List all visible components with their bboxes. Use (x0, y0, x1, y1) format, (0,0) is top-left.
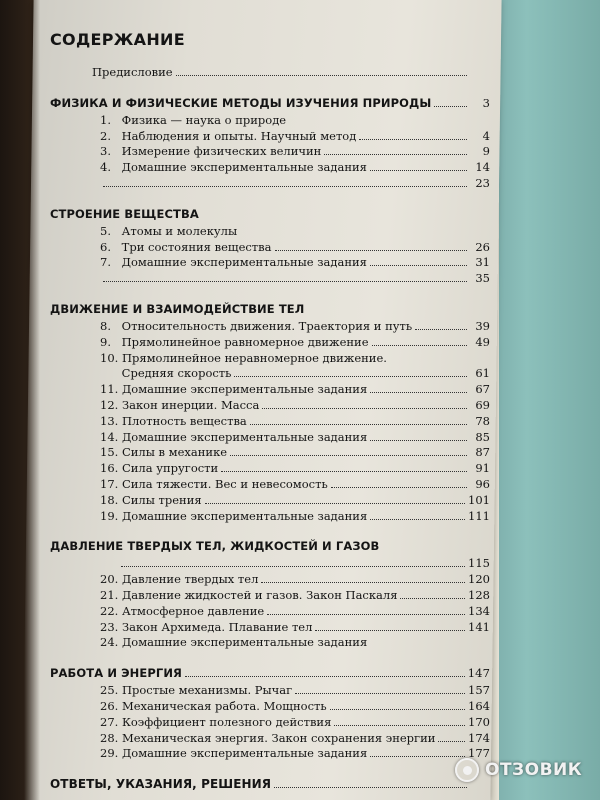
item-number: 22. (100, 603, 119, 618)
page-number: 23 (475, 175, 490, 190)
entry-label (100, 477, 328, 493)
item-number: 2. (100, 128, 111, 143)
toc-item (50, 588, 490, 604)
leader-dots (221, 471, 467, 472)
item-label: Физика — наука о природе (121, 112, 287, 127)
item-label: Средняя скорость (121, 366, 232, 381)
toc-item (50, 715, 490, 731)
item-label: Три состояния вещества (121, 239, 272, 254)
leader-dots (295, 693, 465, 694)
leader-dots (331, 487, 467, 488)
toc-section-heading (50, 538, 490, 554)
toc-item (50, 746, 490, 762)
toc-item (50, 445, 490, 461)
leader-dots (370, 170, 467, 171)
page-number: 170 (468, 714, 490, 729)
item-label: Сила упругости (121, 461, 219, 476)
entry-label (100, 382, 367, 398)
page-number: 35 (475, 271, 490, 286)
page-number: 49 (475, 334, 490, 349)
leader-dots (400, 598, 465, 599)
section-title: РАБОТА И ЭНЕРГИЯ (50, 666, 183, 681)
item-number: 17. (100, 476, 119, 491)
table-of-contents (50, 30, 490, 794)
item-number: 27. (100, 714, 119, 729)
toc-section-heading (50, 206, 490, 222)
entry-label (100, 461, 218, 477)
item-number: 29. (100, 746, 119, 761)
page-number: 61 (475, 366, 490, 381)
item-number: 11. (100, 382, 119, 397)
leader-dots (370, 440, 467, 441)
item-label: Прямолинейное равномерное движение (121, 334, 369, 349)
item-number: 7. (100, 255, 111, 270)
entry-label (100, 635, 367, 651)
toc-item (50, 635, 490, 651)
item-label: Относительность движения. Траектория и путь (121, 318, 413, 333)
item-number: 5. (100, 223, 111, 238)
section-title: ДАВЛЕНИЕ ТВЕРДЫХ ТЕЛ, ЖИДКОСТЕЙ И ГАЗОВ (50, 539, 380, 554)
item-number: 16. (100, 461, 119, 476)
toc-item (50, 113, 490, 129)
leader-dots (370, 392, 467, 393)
leader-dots (274, 787, 467, 788)
toc-item (50, 398, 490, 414)
leader-dots (370, 756, 465, 757)
toc-item (50, 430, 490, 446)
section-title: ОТВЕТЫ, УКАЗАНИЯ, РЕШЕНИЯ (50, 777, 272, 792)
entry-label (100, 113, 286, 129)
leader-dots (275, 250, 467, 251)
entry-label (100, 509, 367, 525)
item-label: Давление жидкостей и газов. Закон Паскаля (121, 587, 398, 602)
item-label: Сила тяжести. Вес и невесомость (121, 476, 328, 491)
page-number: 78 (475, 413, 490, 428)
page-number: 120 (468, 572, 490, 587)
toc-item (50, 351, 490, 367)
entry-label (100, 319, 412, 335)
toc-preface (50, 65, 490, 81)
item-number: 6. (100, 239, 111, 254)
watermark (455, 758, 582, 782)
page-number: 31 (475, 255, 490, 270)
item-number: 19. (100, 508, 119, 523)
toc-item (50, 144, 490, 160)
toc-body (50, 65, 490, 792)
item-label: Измерение физических величин (121, 144, 322, 159)
entry-label (100, 572, 258, 588)
leader-dots (330, 709, 465, 710)
entry-label (100, 255, 367, 271)
item-number: 12. (100, 397, 119, 412)
page-number: 147 (467, 666, 490, 681)
toc-item (50, 493, 490, 509)
toc-section-heading (50, 665, 490, 681)
item-number: 21. (100, 587, 119, 602)
page-number: 69 (475, 397, 490, 412)
toc-item (50, 620, 490, 636)
leader-dots (438, 741, 465, 742)
item-number: 20. (100, 572, 119, 587)
item-label: Простые механизмы. Рычаг (121, 683, 293, 698)
item-label: Домашние экспериментальные задания (121, 160, 367, 175)
toc-section-end-page (50, 176, 490, 192)
section-title: ФИЗИКА И ФИЗИЧЕСКИЕ МЕТОДЫ ИЗУЧЕНИЯ ПРИРОДЫ (50, 95, 432, 110)
item-label: Домашние экспериментальные задания (121, 508, 368, 523)
item-label: Закон Архимеда. Плавание тел (121, 619, 313, 634)
page-number: 96 (475, 476, 490, 491)
watermark-text: ОТЗОВИК (485, 760, 583, 780)
item-number: 26. (100, 698, 119, 713)
item-number: 8. (100, 318, 111, 333)
toc-item (50, 477, 490, 493)
item-label: Механическая энергия. Закон сохранения энергии (121, 730, 436, 745)
leader-dots (185, 676, 465, 677)
item-number: 4. (100, 160, 111, 175)
page-number: 67 (475, 382, 490, 397)
page-number: 164 (468, 698, 490, 713)
entry-label (100, 699, 327, 715)
page-number: 87 (475, 445, 490, 460)
toc-item (50, 556, 490, 572)
toc-item (50, 129, 490, 145)
page-number: 3 (482, 95, 490, 110)
item-number: 15. (100, 445, 119, 460)
leader-dots (176, 75, 467, 76)
entry-label (100, 224, 237, 240)
leader-dots (262, 408, 467, 409)
toc-item (50, 509, 490, 525)
book-cover-right (495, 0, 600, 800)
entry-label (100, 604, 264, 620)
leader-dots (359, 139, 467, 140)
item-number: 13. (100, 413, 119, 428)
toc-item (50, 382, 490, 398)
entry-label (100, 351, 387, 367)
item-number: 23. (100, 619, 119, 634)
leader-dots (230, 455, 467, 456)
leader-dots (103, 281, 467, 282)
toc-item (50, 572, 490, 588)
leader-dots (334, 725, 465, 726)
entry-label (100, 366, 231, 382)
entry-label (100, 715, 331, 731)
item-label: Атомы и молекулы (121, 223, 238, 238)
otzovik-logo-icon (455, 758, 479, 782)
entry-label (100, 445, 227, 461)
page-number: 115 (468, 556, 490, 571)
entry-label (100, 160, 367, 176)
toc-item (50, 335, 490, 351)
item-number: 3. (100, 144, 111, 159)
item-number: 9. (100, 334, 111, 349)
toc-section-heading (50, 301, 490, 317)
page-number: 174 (468, 730, 490, 745)
page-number: 26 (475, 239, 490, 254)
page-number: 91 (475, 461, 490, 476)
entry-label (100, 414, 247, 430)
item-label: Домашние экспериментальные задания (121, 382, 368, 397)
entry-label: Предисловие (92, 65, 173, 79)
page-number: 134 (468, 603, 490, 618)
item-number: 10. (100, 350, 119, 365)
entry-label (100, 129, 356, 145)
item-label: Коэффициент полезного действия (121, 714, 332, 729)
toc-item (50, 604, 490, 620)
toc-item (50, 255, 490, 271)
page-number: 85 (475, 429, 490, 444)
toc-item (50, 699, 490, 715)
page-number: 101 (468, 492, 490, 507)
entry-label (100, 335, 369, 351)
leader-dots (434, 106, 467, 107)
leader-dots (415, 329, 467, 330)
item-number: 25. (100, 683, 119, 698)
leader-dots (234, 376, 467, 377)
entry-label (100, 430, 367, 446)
toc-item (50, 461, 490, 477)
page-number: 14 (475, 160, 490, 175)
toc-item (50, 414, 490, 430)
toc-item (50, 366, 490, 382)
leader-dots (250, 424, 467, 425)
entry-label (100, 556, 118, 572)
item-label: Механическая работа. Мощность (121, 698, 327, 713)
item-label: Прямолинейное неравномерное движение. (121, 350, 387, 365)
page-number: 141 (468, 619, 490, 634)
item-number: 1. (100, 112, 111, 127)
page-number: 157 (468, 683, 490, 698)
section-title: ДВИЖЕНИЕ И ВЗАИМОДЕЙСТВИЕ ТЕЛ (50, 301, 305, 316)
item-label: Домашние экспериментальные задания (121, 429, 368, 444)
entry-label (100, 493, 202, 509)
page-number: 177 (468, 746, 490, 761)
item-label: Плотность вещества (121, 413, 247, 428)
item-label: Домашние экспериментальные задания (121, 746, 368, 761)
item-label: Наблюдения и опыты. Научный метод (121, 128, 357, 143)
item-label: Домашние экспериментальные задания (121, 255, 367, 270)
entry-label (100, 398, 259, 414)
entry-label (100, 144, 321, 160)
toc-item (50, 731, 490, 747)
leader-dots (324, 154, 467, 155)
leader-dots (372, 345, 467, 346)
item-label: Силы в механике (121, 445, 228, 460)
page-shadow (0, 0, 40, 800)
item-label: Атмосферное давление (121, 603, 265, 618)
toc-section-end-page (50, 271, 490, 287)
page-number: 111 (468, 508, 490, 523)
leader-dots (315, 630, 465, 631)
item-label: Давление твердых тел (121, 572, 259, 587)
page-number: 39 (475, 318, 490, 333)
entry-label (100, 620, 312, 636)
leader-dots (267, 614, 465, 615)
item-label: Силы трения (121, 492, 202, 507)
entry-label (100, 731, 435, 747)
toc-item (50, 319, 490, 335)
entry-label (100, 683, 292, 699)
item-number: 18. (100, 492, 119, 507)
toc-title: СОДЕРЖАНИЕ (50, 30, 185, 49)
toc-item (50, 240, 490, 256)
entry-label (100, 746, 367, 762)
page-number: 4 (482, 128, 490, 143)
item-number: 14. (100, 429, 119, 444)
entry-label (100, 240, 272, 256)
page-number: 9 (482, 144, 490, 159)
leader-dots (103, 186, 467, 187)
toc-item (50, 160, 490, 176)
item-number: 28. (100, 730, 119, 745)
leader-dots (370, 519, 465, 520)
section-title: СТРОЕНИЕ ВЕЩЕСТВА (50, 206, 199, 221)
item-label: Домашние экспериментальные задания (121, 635, 368, 650)
leader-dots (205, 503, 465, 504)
item-label: Закон инерции. Масса (121, 397, 260, 412)
toc-section-heading (50, 95, 490, 111)
toc-final-section (50, 776, 490, 792)
toc-item (50, 224, 490, 240)
page-number: 128 (468, 587, 490, 602)
item-number: 24. (100, 635, 119, 650)
entry-label (100, 588, 397, 604)
leader-dots (261, 582, 465, 583)
toc-item (50, 683, 490, 699)
leader-dots (121, 566, 465, 567)
leader-dots (370, 265, 467, 266)
